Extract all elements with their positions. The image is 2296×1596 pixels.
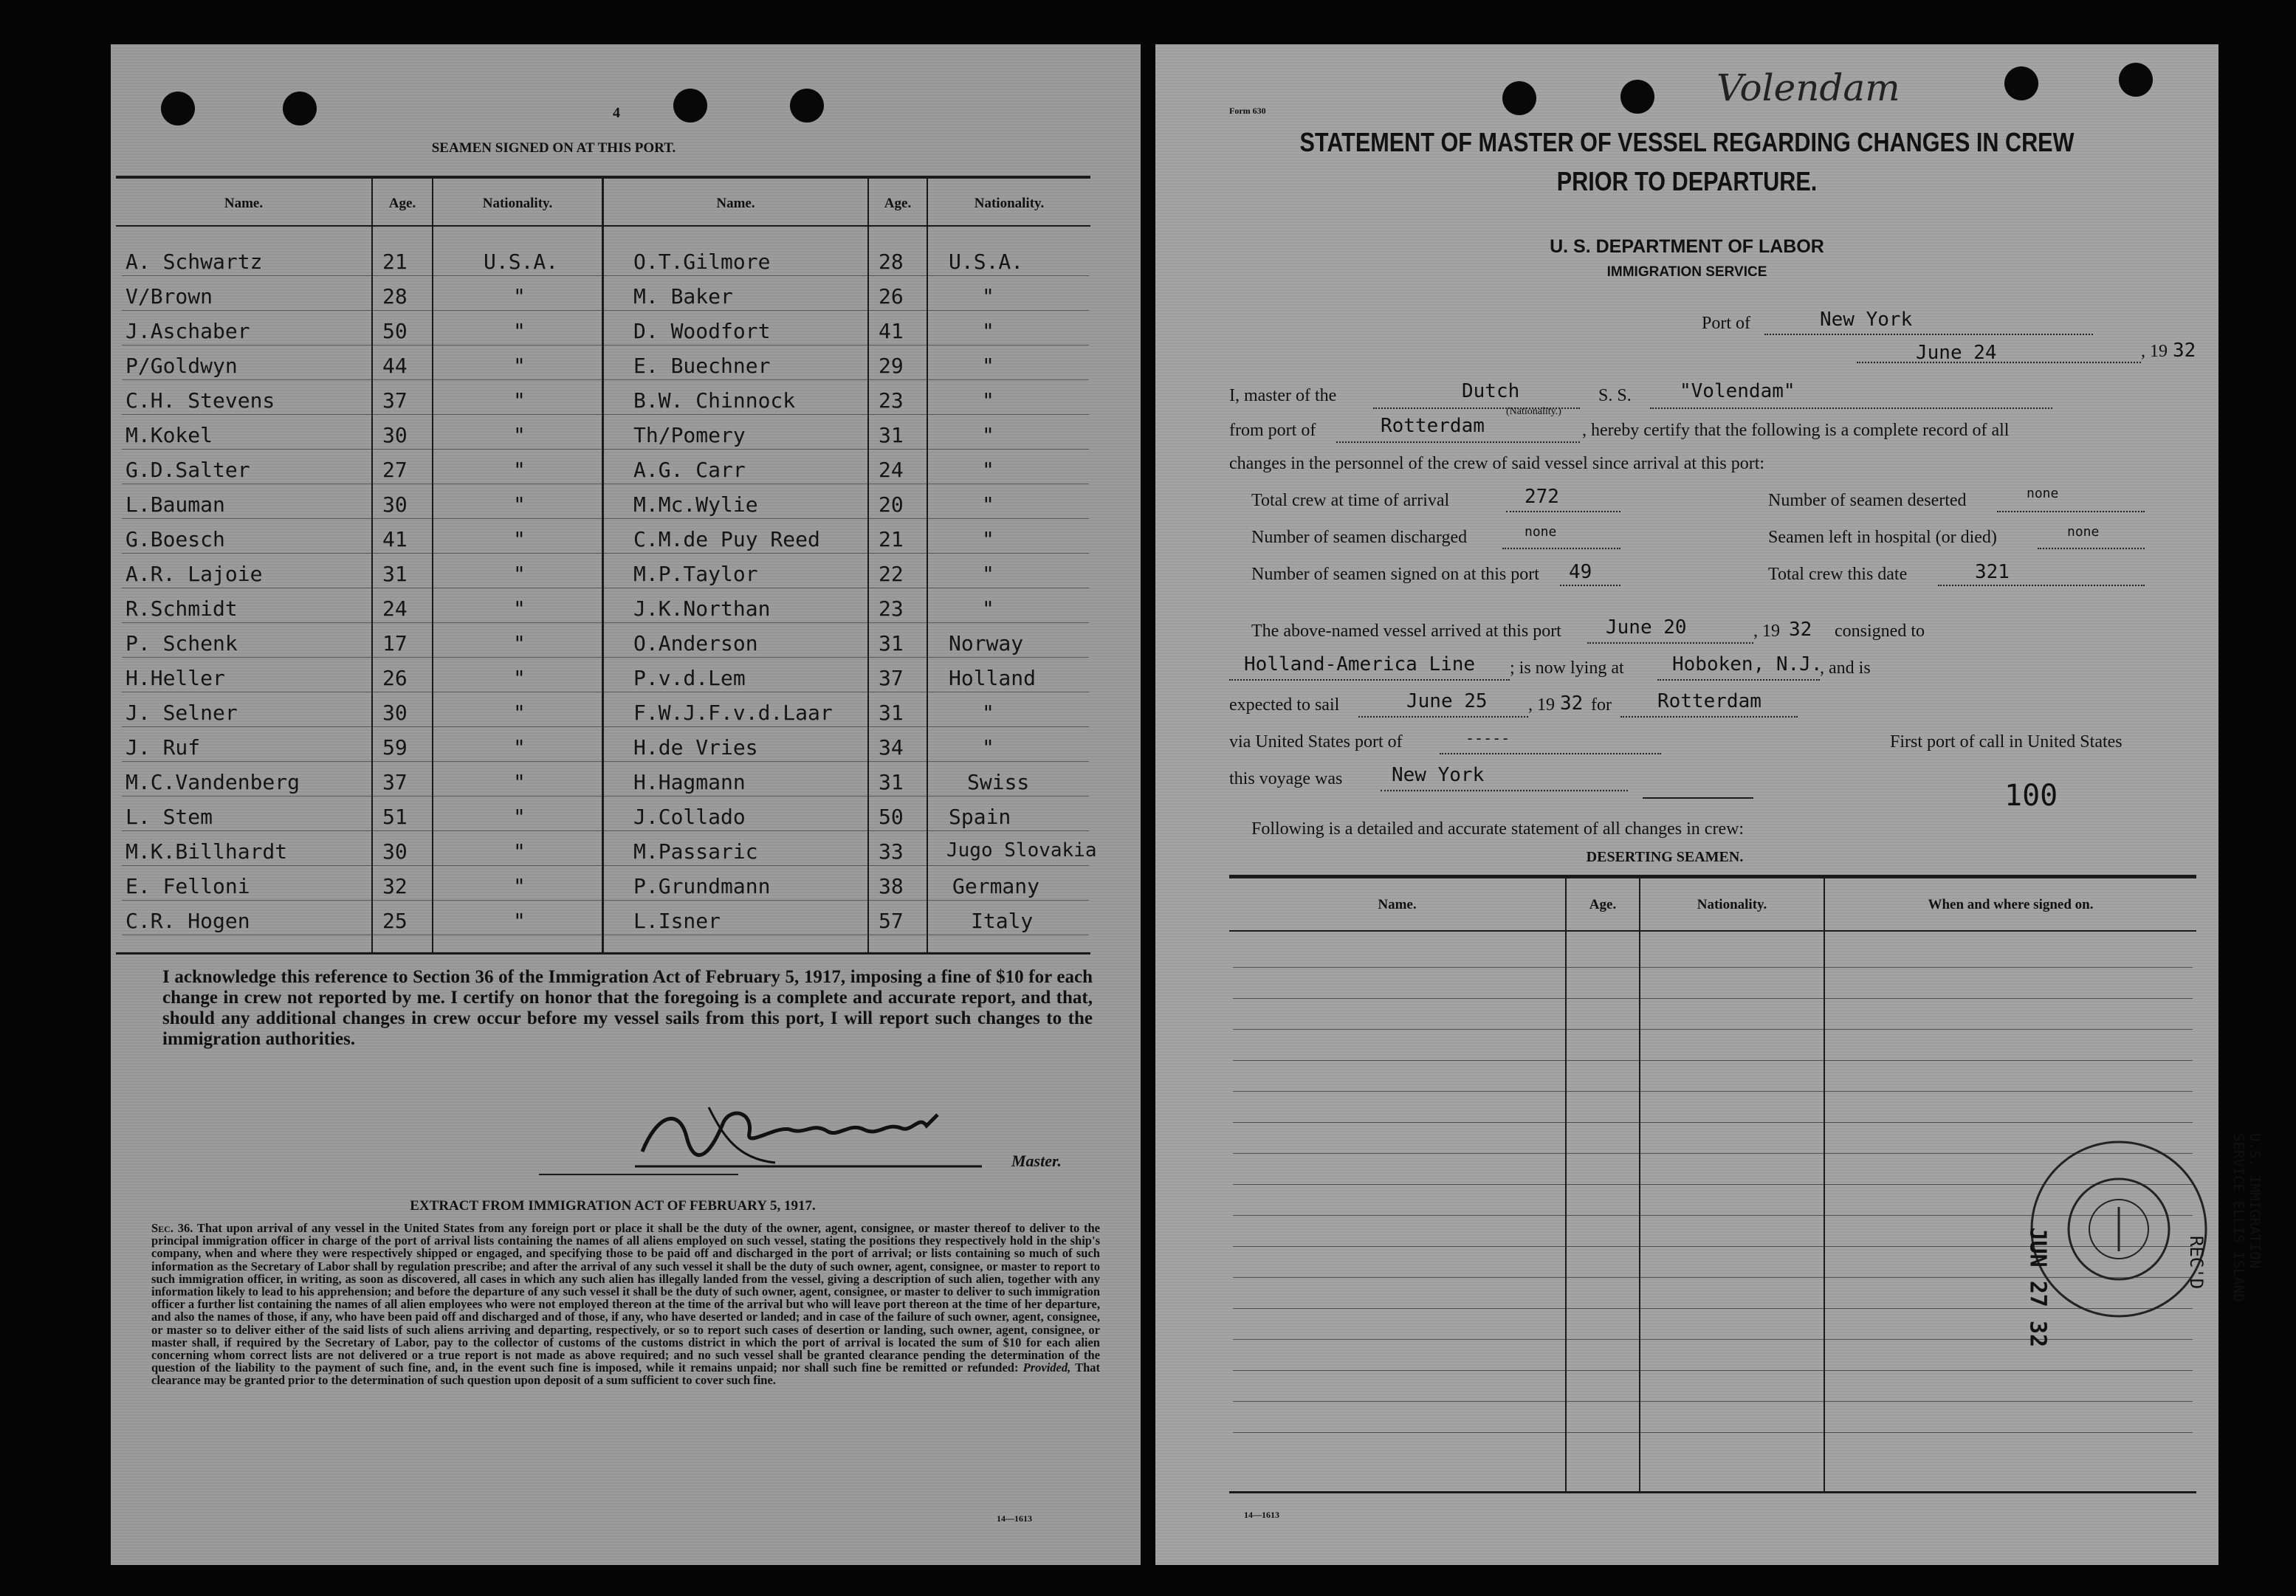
- table-cell-age: 31: [879, 770, 904, 794]
- table-cell-nationality: ": [513, 458, 526, 482]
- ship-value: "Volendam": [1680, 380, 1795, 402]
- first-port-label: First port of call in United States: [1890, 732, 2123, 751]
- stamp-text: U.S. IMMIGRATION SERVICE ELLIS ISLAND: [2230, 1133, 2263, 1302]
- table-cell-name: A. Schwartz: [126, 250, 263, 274]
- right-page: [1155, 44, 2263, 1565]
- table-cell-nationality: ": [513, 492, 526, 517]
- master-signature: [628, 1093, 1011, 1174]
- table-cell-age: 20: [879, 492, 904, 517]
- deserting-col-nationality: Nationality.: [1697, 897, 1767, 912]
- table-cell-age: 57: [879, 909, 904, 933]
- expected-label: expected to sail: [1229, 695, 1340, 715]
- total-crew-arrival-label: Total crew at time of arrival: [1251, 491, 1450, 510]
- nationality-value: Dutch: [1462, 380, 1520, 402]
- table-cell-nationality: ": [513, 770, 526, 794]
- table-cell-name: R.Schmidt: [126, 596, 238, 621]
- table-cell-age: 29: [879, 354, 904, 378]
- table-cell-nationality: ": [982, 596, 994, 621]
- table-cell-age: 24: [879, 458, 904, 482]
- table-cell-age: 33: [879, 839, 904, 864]
- table-cell-nationality: ": [982, 562, 994, 586]
- table-cell-age: 26: [382, 666, 408, 690]
- table-cell-nationality: ": [982, 458, 994, 482]
- sail-value: June 25: [1406, 690, 1488, 712]
- year-prefix: , 19: [2141, 342, 2168, 361]
- via-label: via United States port of: [1229, 732, 1403, 751]
- deserting-col-signed-on: When and where signed on.: [1928, 897, 2094, 912]
- table-cell-age: 25: [382, 909, 408, 933]
- table-cell-nationality: ": [982, 284, 994, 309]
- department-name: U. S. DEPARTMENT OF LABOR: [1550, 236, 1824, 257]
- table-cell-age: 30: [382, 423, 408, 447]
- deserted-value: none: [2027, 486, 2059, 501]
- table-cell-name: M.Passaric: [633, 839, 758, 864]
- stamp-date: JUN 27 32: [2024, 1227, 2051, 1348]
- for-label: for: [1591, 695, 1612, 715]
- table-cell-name: F.W.J.F.v.d.Laar: [633, 701, 833, 725]
- deserting-title: DESERTING SEAMEN.: [1586, 849, 1744, 865]
- table-cell-name: P.v.d.Lem: [633, 666, 746, 690]
- table-cell-nationality: Germany: [952, 874, 1040, 898]
- table-cell-name: G.Boesch: [126, 527, 225, 551]
- table-cell-nationality: Italy: [971, 909, 1034, 933]
- table-cell-nationality: Norway: [949, 631, 1024, 656]
- table-cell-name: M.C.Vandenberg: [126, 770, 300, 794]
- lying-value: Hoboken, N.J.: [1672, 653, 1823, 675]
- punch-hole: [283, 92, 317, 125]
- table-cell-name: E. Felloni: [126, 874, 250, 898]
- and-is-label: , and is: [1820, 658, 1871, 678]
- punch-hole: [790, 89, 824, 123]
- voyage-value: New York: [1392, 764, 1485, 786]
- left-page: [111, 44, 1141, 1565]
- table-cell-name: C.M.de Puy Reed: [633, 527, 820, 551]
- table-cell-nationality: ": [513, 319, 526, 343]
- punch-hole: [1620, 80, 1654, 114]
- table-cell-nationality: ": [513, 735, 526, 760]
- deserted-label: Number of seamen deserted: [1768, 491, 1967, 510]
- table-cell-name: A.R. Lajoie: [126, 562, 263, 586]
- table-cell-nationality: ": [982, 319, 994, 343]
- table-cell-age: 30: [382, 492, 408, 517]
- punch-hole: [161, 92, 195, 125]
- total-crew-arrival-value: 272: [1525, 486, 1559, 508]
- table-cell-nationality: Holland: [949, 666, 1037, 690]
- table-cell-name: L.Isner: [633, 909, 721, 933]
- from-port-label: from port of: [1229, 421, 1316, 440]
- table-cell-name: C.R. Hogen: [126, 909, 250, 933]
- table-cell-nationality: ": [982, 388, 994, 413]
- form-footer: 14—1613: [1244, 1510, 1279, 1520]
- master-label: Master.: [1011, 1152, 1062, 1170]
- table-cell-nationality: ": [982, 354, 994, 378]
- table-cell-age: 37: [879, 666, 904, 690]
- total-crew-date-value: 321: [1975, 561, 2010, 583]
- table-cell-name: Th/Pomery: [633, 423, 746, 447]
- table-cell-age: 59: [382, 735, 408, 760]
- table-cell-age: 37: [382, 388, 408, 413]
- table-cell-age: 34: [879, 735, 904, 760]
- table-cell-age: 27: [382, 458, 408, 482]
- table-cell-nationality: ": [513, 631, 526, 656]
- destination-value: Rotterdam: [1657, 690, 1761, 712]
- extract-title: EXTRACT FROM IMMIGRATION ACT OF FEBRUARY 5, 1917.: [410, 1198, 816, 1214]
- table-cell-nationality: Swiss: [967, 770, 1030, 794]
- table-cell-nationality: ": [513, 909, 526, 933]
- table-cell-age: 21: [382, 250, 408, 274]
- table-cell-name: L. Stem: [126, 805, 213, 829]
- table-cell-name: J.Collado: [633, 805, 746, 829]
- table-cell-name: M.Kokel: [126, 423, 213, 447]
- section-36-text: Sec. 36. That upon arrival of any vessel in the United States from any foreign port or place it shall be the duty of the owner, agent, consignee, or master thereof to deliver to the principal immigration officer in charge of the port of arrival lists containing the names of all aliens employed on such vessel, stating the positions they respectively hold in the ship's company, when and where they were respectively shipped or engaged, and specifying those to be paid off and discharged in the port of arrival; or lists containing so much of such information as the Secretary of Labor shall by regulation prescribe; and after the arrival of any such vessel it shall be the duty of such owner, agent, consignee, or master to report to such immigration officer, in writing, as soon as discovered, all cases in which any such alien has illegally landed from the vessel, giving a description of such alien, together with any information likely to lead to his apprehension; and before the departure of any such vessel it shall be the duty of such owner, agent, consignee, or master to deliver to such immigration officer a further list containing the names of all alien employees who were not employed thereon at the time of the arrival but who will leave port thereon at the time of her departure, and also the names of those, if any, who have been paid off and discharged and of those, if any, who have deserted or landed; and in case of the failure of such owner, agent, consignee, or master so to deliver either of the said lists of such aliens arriving and departing, respectively, or so to report such cases of desertion or landing, such owner, agent, consignee, or master shall, if required by the Secretary of Labor, pay to the collector of customs of the customs district in which the port of arrival is located the sum of $10 for each alien concerning whom correct lists are not delivered or a true report is not made as above required; and no such vessel shall be granted clearance pending the determination of the question of the liability to the payment of such fine, and, in the event such fine is imposed, while it remains unpaid; nor shall such fine be remitted or refunded: Provided, That clearance may be granted prior to the determination of such question upon deposit of a sum sufficient to cover such fine.: [151, 1221, 1101, 1388]
- table-cell-nationality: ": [513, 701, 526, 725]
- table-cell-age: 23: [879, 596, 904, 621]
- table-cell-name: J.K.Northan: [633, 596, 771, 621]
- table-cell-age: 23: [879, 388, 904, 413]
- received-stamp: [2027, 1137, 2211, 1321]
- table-cell-nationality: ": [513, 839, 526, 864]
- master-of-label: I, master of the: [1229, 386, 1337, 405]
- table-cell-name: P.Grundmann: [633, 874, 771, 898]
- signed-on-value: 49: [1569, 561, 1592, 583]
- col-header-age: Age.: [884, 196, 912, 211]
- total-crew-date-label: Total crew this date: [1768, 565, 1908, 584]
- via-value: -----: [1465, 729, 1510, 747]
- form-footer: 14—1613: [997, 1513, 1032, 1524]
- punch-hole: [673, 89, 707, 123]
- table-cell-age: 50: [382, 319, 408, 343]
- form-number: Form 630: [1229, 106, 1266, 116]
- table-cell-name: D. Woodfort: [633, 319, 771, 343]
- table-cell-nationality: ": [513, 562, 526, 586]
- table-cell-age: 37: [382, 770, 408, 794]
- table-cell-age: 38: [879, 874, 904, 898]
- table-cell-nationality: ": [982, 735, 994, 760]
- nationality-caption: (Nationality.): [1506, 406, 1561, 417]
- table-cell-age: 51: [382, 805, 408, 829]
- page-number: 4: [613, 105, 620, 121]
- certify-text: , hereby certify that the following is a complete record of all: [1582, 421, 2010, 440]
- section-title: SEAMEN SIGNED ON AT THIS PORT.: [431, 140, 676, 156]
- discharged-value: none: [1525, 524, 1557, 540]
- ss-label: S. S.: [1598, 386, 1632, 405]
- acknowledgement-text: I acknowledge this reference to Section 36 of the Immigration Act of February 5, 1917, imposing a fine of $10 for each change in crew not reported by me. I certify on honor that the foregoing is a complete and accurate report, and that, should any additional changes in crew occur before my vessel sails from this port, I will report such changes to the immigration authorities.: [162, 967, 1093, 1049]
- changes-text: changes in the personnel of the crew of said vessel since arrival at this port:: [1229, 454, 1765, 473]
- col-header-nationality: Nationality.: [482, 196, 553, 211]
- table-cell-name: V/Brown: [126, 284, 213, 309]
- discharged-label: Number of seamen discharged: [1251, 528, 1468, 547]
- table-cell-nationality: ": [513, 354, 526, 378]
- annotation-100: 100: [2004, 779, 2058, 813]
- table-cell-name: L.Bauman: [126, 492, 225, 517]
- arrived-year-label: , 19: [1753, 622, 1780, 641]
- table-cell-name: J. Ruf: [126, 735, 201, 760]
- from-port-value: Rotterdam: [1381, 415, 1485, 437]
- table-cell-age: 30: [382, 701, 408, 725]
- table-cell-age: 31: [879, 701, 904, 725]
- year-value: 32: [2173, 340, 2196, 362]
- punch-hole: [1502, 81, 1536, 115]
- table-cell-name: H.de Vries: [633, 735, 758, 760]
- service-name: IMMIGRATION SERVICE: [1606, 264, 1767, 280]
- date-value: June 24: [1916, 342, 1997, 364]
- table-cell-age: 32: [382, 874, 408, 898]
- table-cell-nationality: ": [982, 701, 994, 725]
- table-cell-name: M. Baker: [633, 284, 733, 309]
- consignee-value: Holland-America Line: [1244, 653, 1476, 675]
- table-cell-nationality: ": [513, 527, 526, 551]
- recd-label: REC'D: [2186, 1236, 2207, 1290]
- table-cell-nationality: ": [513, 666, 526, 690]
- table-cell-age: 22: [879, 562, 904, 586]
- col-header-name: Name.: [716, 196, 755, 211]
- lying-label: ; is now lying at: [1510, 658, 1624, 678]
- deserting-col-name: Name.: [1378, 897, 1417, 912]
- table-cell-nationality: ": [982, 423, 994, 447]
- table-cell-age: 41: [382, 527, 408, 551]
- voyage-label: this voyage was: [1229, 769, 1343, 788]
- table-cell-name: J.Aschaber: [126, 319, 250, 343]
- table-cell-name: J. Selner: [126, 701, 238, 725]
- table-cell-nationality: U.S.A.: [949, 250, 1024, 274]
- table-cell-nationality: ": [513, 388, 526, 413]
- signed-on-label: Number of seamen signed on at this port: [1251, 565, 1539, 584]
- table-cell-age: 31: [879, 631, 904, 656]
- table-cell-name: O.T.Gilmore: [633, 250, 771, 274]
- following-text: Following is a detailed and accurate statement of all changes in crew:: [1251, 819, 1745, 839]
- table-cell-age: 17: [382, 631, 408, 656]
- col-header-nationality: Nationality.: [974, 196, 1045, 211]
- table-cell-age: 41: [879, 319, 904, 343]
- table-cell-name: O.Anderson: [633, 631, 758, 656]
- table-cell-name: H.Hagmann: [633, 770, 746, 794]
- table-cell-age: 30: [382, 839, 408, 864]
- table-cell-nationality: ": [513, 874, 526, 898]
- table-cell-age: 31: [879, 423, 904, 447]
- port-label: Port of: [1702, 314, 1750, 333]
- table-cell-nationality: ": [982, 527, 994, 551]
- arrived-year: 32: [1789, 619, 1812, 641]
- table-cell-age: 31: [382, 562, 408, 586]
- col-header-name: Name.: [224, 196, 264, 211]
- table-cell-nationality: Spain: [949, 805, 1011, 829]
- table-cell-nationality: ": [513, 284, 526, 309]
- port-value: New York: [1820, 309, 1913, 331]
- table-cell-age: 28: [382, 284, 408, 309]
- table-cell-nationality: ": [513, 596, 526, 621]
- table-cell-nationality: ": [982, 492, 994, 517]
- sail-year: 32: [1560, 692, 1584, 715]
- table-cell-name: M.P.Taylor: [633, 562, 758, 586]
- arrived-label: The above-named vessel arrived at this port: [1251, 622, 1561, 641]
- table-cell-age: 44: [382, 354, 408, 378]
- handwritten-ship-name: Volendam: [1716, 66, 1900, 109]
- table-cell-nationality: U.S.A.: [484, 250, 559, 274]
- table-cell-age: 50: [879, 805, 904, 829]
- form-title: STATEMENT OF MASTER OF VESSEL REGARDING CHANGES IN CREW: [1299, 127, 2075, 157]
- hospital-label: Seamen left in hospital (or died): [1768, 528, 1997, 547]
- table-cell-name: P/Goldwyn: [126, 354, 238, 378]
- deserting-col-age: Age.: [1589, 897, 1617, 912]
- table-cell-name: G.D.Salter: [126, 458, 250, 482]
- table-cell-name: H.Heller: [126, 666, 225, 690]
- table-cell-nationality: ": [513, 423, 526, 447]
- hospital-value: none: [2067, 524, 2100, 540]
- table-cell-name: A.G. Carr: [633, 458, 746, 482]
- table-cell-age: 21: [879, 527, 904, 551]
- table-cell-age: 28: [879, 250, 904, 274]
- punch-hole: [2004, 66, 2038, 100]
- punch-hole: [2119, 63, 2153, 97]
- table-cell-age: 24: [382, 596, 408, 621]
- table-cell-name: E. Buechner: [633, 354, 771, 378]
- table-cell-name: M.K.Billhardt: [126, 839, 288, 864]
- consigned-label: consigned to: [1835, 622, 1925, 641]
- arrived-value: June 20: [1606, 616, 1687, 639]
- table-cell-name: M.Mc.Wylie: [633, 492, 758, 517]
- sail-year-label: , 19: [1528, 695, 1555, 715]
- table-cell-name: C.H. Stevens: [126, 388, 275, 413]
- table-cell-name: P. Schenk: [126, 631, 238, 656]
- col-header-age: Age.: [388, 196, 416, 211]
- table-cell-nationality: ": [513, 805, 526, 829]
- table-cell-nationality: Jugo Slovakia: [946, 839, 1097, 861]
- form-subtitle: PRIOR TO DEPARTURE.: [1556, 166, 1818, 196]
- table-cell-age: 26: [879, 284, 904, 309]
- table-cell-name: B.W. Chinnock: [633, 388, 796, 413]
